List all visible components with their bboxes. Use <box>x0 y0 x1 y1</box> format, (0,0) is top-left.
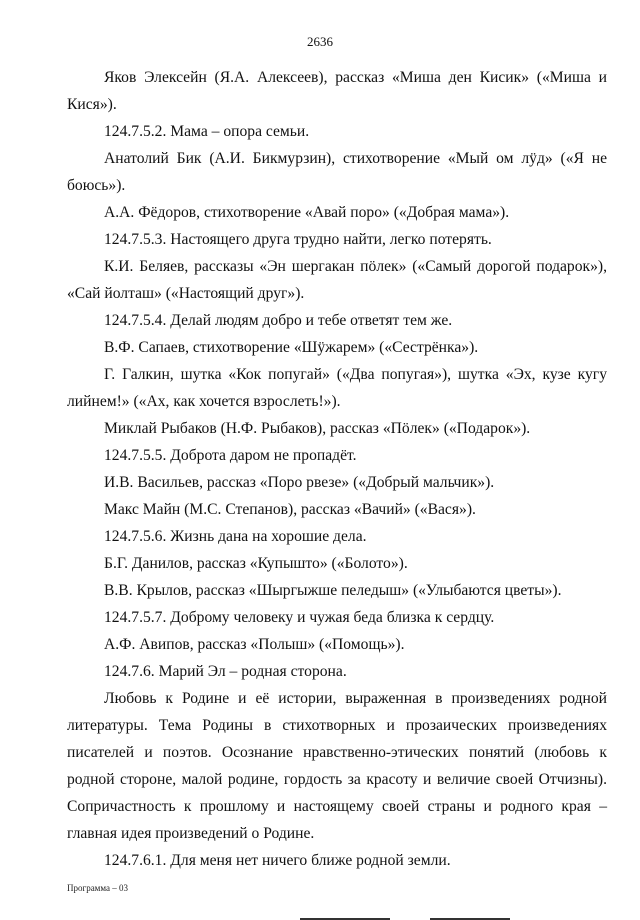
section-heading: 124.7.5.4. Делай людям добро и тебе ответят тем же. <box>104 312 453 329</box>
section-heading: 124.7.5.2. Мама – опора семьи. <box>104 123 310 140</box>
paragraph: Анатолий Бик (А.И. Бикмурзин), стихотворение «Мый ом лӱд» («Я не боюсь»). <box>67 150 607 194</box>
section-heading: 124.7.5.5. Доброта даром не пропадёт. <box>104 447 357 464</box>
section-heading: 124.7.5.3. Настоящего друга трудно найти, легко потерять. <box>104 231 492 248</box>
paragraph: А.Ф. Авипов, рассказ «Полыш» («Помощь»). <box>104 636 405 653</box>
footer-label: Программа – 03 <box>67 883 129 893</box>
paragraph: Любовь к Родине и её истории, выраженная в произведениях родной литературы. Тема Родины в стихотворных и прозаических произведениях писателей и поэтов. Осознание нравственно-этических понятий (любовь к родной стороне, малой родине, гордость за красоту и величие своей Отчизны). Сопричастность к прошлому и настоящему своей страны и родного края – главная идея произведений о Родине. <box>67 690 607 842</box>
paragraph: Г. Галкин, шутка «Кок попугай» («Два попугая»), шутка «Эх, кузе кугу лийнем!» («Ах, как хочется взрослеть!»). <box>67 366 607 410</box>
paragraph: К.И. Беляев, рассказы «Эн шергакан пӧлек» («Самый дорогой подарок»), «Сай йолташ» («Настоящий друг»). <box>67 258 607 302</box>
document-body <box>67 64 607 874</box>
paragraph: Яков Элексейн (Я.А. Алексеев), рассказ «Миша ден Кисик» («Миша и Кися»). <box>67 69 607 113</box>
section-heading: 124.7.6.1. Для меня нет ничего ближе родной земли. <box>104 852 451 869</box>
paragraph: И.В. Васильев, рассказ «Поро рвезе» («Добрый мальчик»). <box>104 474 495 491</box>
paragraph: Макс Майн (М.С. Степанов), рассказ «Вачий» («Вася»). <box>104 501 476 518</box>
paragraph: В.В. Крылов, рассказ «Шыргыжше пеледыш» («Улыбаются цветы»). <box>104 582 562 599</box>
paragraph: Б.Г. Данилов, рассказ «Купышто» («Болото»). <box>104 555 408 572</box>
section-heading: 124.7.6. Марий Эл – родная сторона. <box>104 663 347 680</box>
paragraph: А.А. Фёдоров, стихотворение «Авай поро» («Добрая мама»). <box>104 204 510 221</box>
section-heading: 124.7.5.7. Доброму человеку и чужая беда близка к сердцу. <box>104 609 495 626</box>
paragraph: В.Ф. Сапаев, стихотворение «Шӱжарем» («Сестрёнка»). <box>104 339 479 356</box>
paragraph: Миклай Рыбаков (Н.Ф. Рыбаков), рассказ «Пӧлек» («Подарок»). <box>104 420 531 437</box>
page-number: 2636 <box>307 34 333 49</box>
section-heading: 124.7.5.6. Жизнь дана на хорошие дела. <box>104 528 367 545</box>
